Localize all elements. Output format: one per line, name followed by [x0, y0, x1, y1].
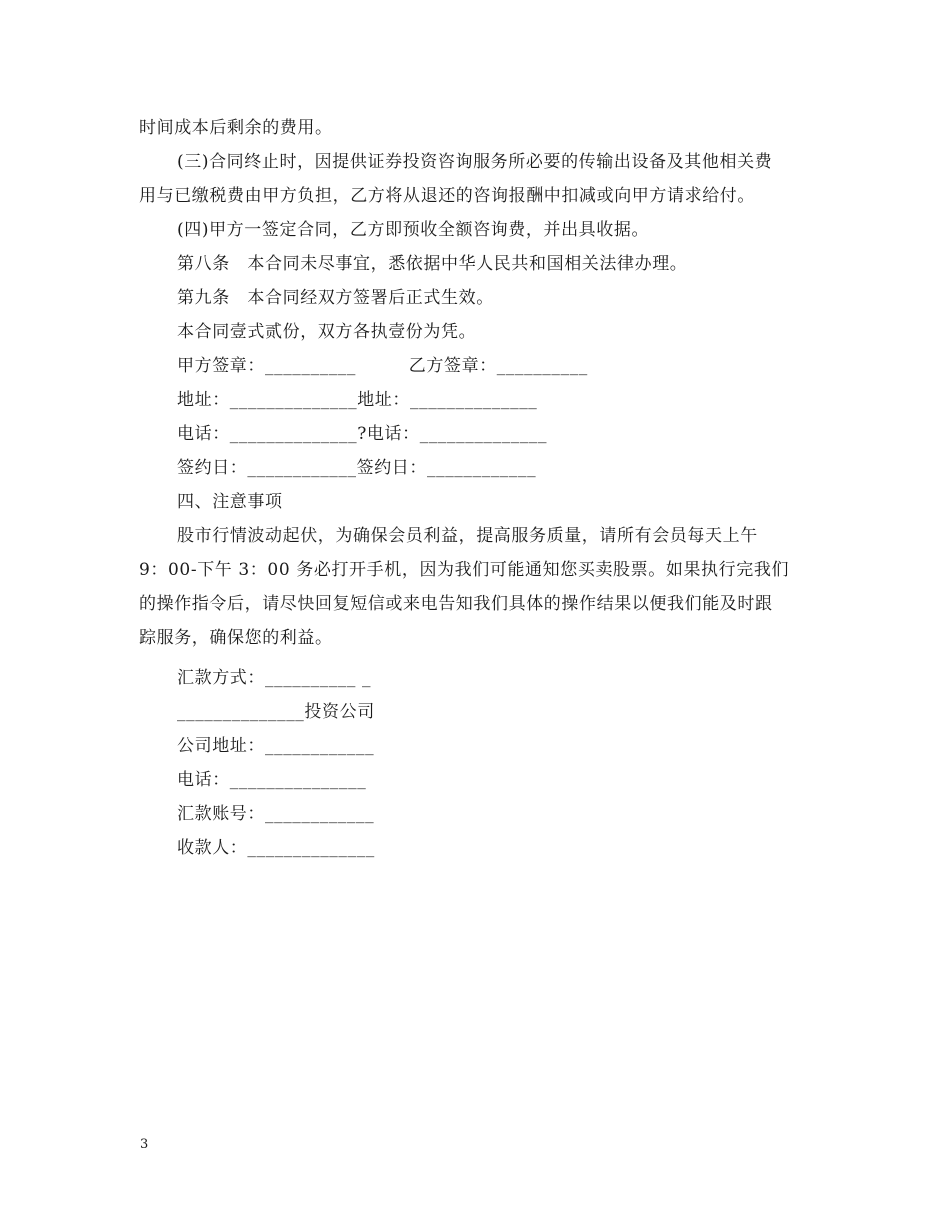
- article-8: 第八条 本合同未尽事宜，悉依据中华人民共和国相关法律办理。: [177, 254, 688, 274]
- company-address-line: 公司地址：____________: [177, 736, 375, 756]
- date-line: 签约日：____________签约日：____________: [177, 458, 537, 478]
- section-heading: 四、注意事项: [177, 492, 283, 512]
- remittance-method: 汇款方式：__________ _: [177, 668, 372, 688]
- page-number: 3: [140, 1137, 149, 1152]
- text-line-2: (三)合同终止时，因提供证券投资咨询服务所必要的传输出设备及其他相关费: [177, 152, 773, 172]
- notice-line-1: 股市行情波动起伏，为确保会员利益，提高服务质量，请所有会员每天上午: [177, 526, 758, 546]
- notice-line-3: 的操作指令后，请尽快回复短信或来电告知我们具体的操作结果以便我们能及时跟: [139, 594, 773, 614]
- account-number-line: 汇款账号：____________: [177, 804, 375, 824]
- signature-line: 甲方签章：__________ 乙方签章：__________: [177, 356, 588, 376]
- notice-line-4: 踪服务，确保您的利益。: [139, 628, 333, 648]
- company-name-line: ______________投资公司: [177, 702, 375, 722]
- copies-clause: 本合同壹式贰份，双方各执壹份为凭。: [177, 322, 477, 342]
- text-line-1: 时间成本后剩余的费用。: [139, 118, 333, 138]
- phone-line: 电话：______________?电话：______________: [177, 424, 548, 444]
- article-9: 第九条 本合同经双方签署后正式生效。: [177, 288, 494, 308]
- text-line-3: 用与已缴税费由甲方负担，乙方将从退还的咨询报酬中扣减或向甲方请求给付。: [139, 186, 755, 206]
- address-line: 地址：______________地址：______________: [177, 390, 538, 410]
- payee-line: 收款人：______________: [177, 838, 375, 858]
- notice-line-2: 9：00-下午 3：00 务必打开手机，因为我们可能通知您买卖股票。如果执行完我们: [139, 560, 790, 580]
- company-phone-line: 电话：_______________: [177, 770, 367, 790]
- text-line-4: (四)甲方一签定合同，乙方即预收全额咨询费，并出具收据。: [177, 220, 650, 240]
